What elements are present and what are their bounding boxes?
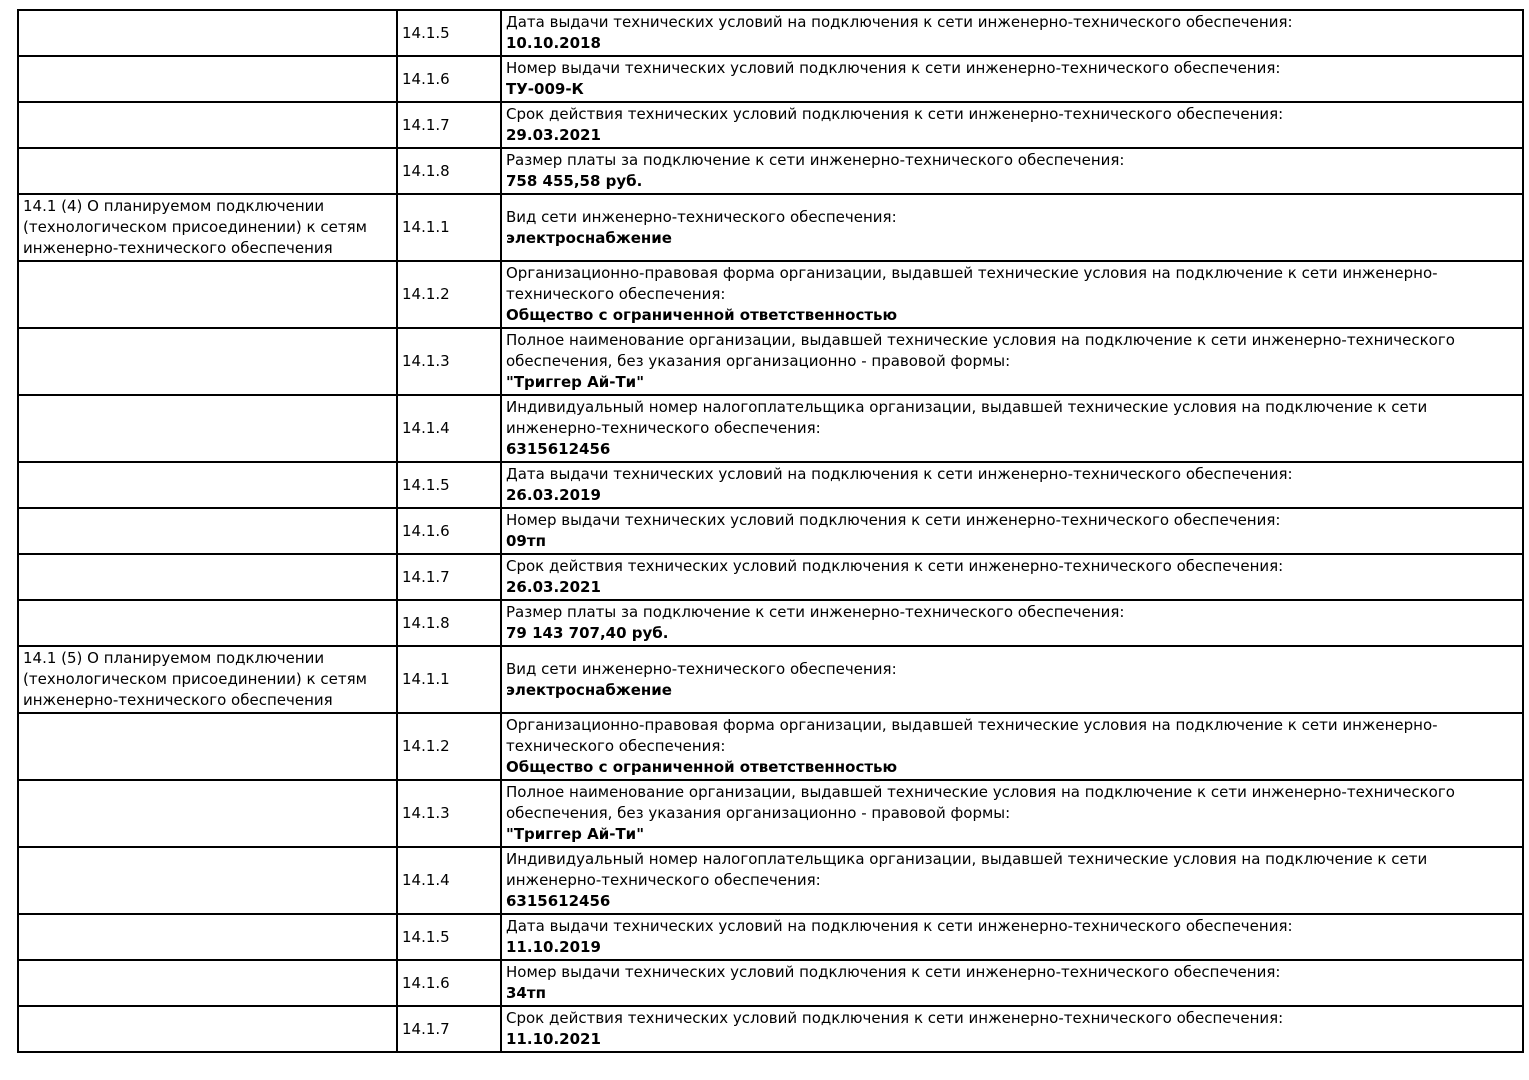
- table-row: [18, 508, 1523, 554]
- table-row: [18, 395, 1523, 462]
- item-value: электроснабжение: [506, 680, 672, 699]
- item-label: Номер выдачи технических условий подключения к сети инженерно-технического обеспечения:: [506, 59, 1281, 77]
- section-title-cell: [18, 508, 397, 554]
- item-label: Индивидуальный номер налогоплательщика организации, выдавшей технические условия на подключение к сети инженерно-технического обеспечения:: [506, 398, 1428, 437]
- item-content-cell: [501, 395, 1523, 462]
- item-label: Дата выдачи технических условий на подключения к сети инженерно-технического обеспечения:: [506, 917, 1293, 935]
- item-number-cell: 14.1.4: [397, 395, 501, 462]
- table-row: [18, 600, 1523, 646]
- item-content-cell: [501, 914, 1523, 960]
- section-title-cell: [18, 847, 397, 914]
- item-number-cell: 14.1.5: [397, 462, 501, 508]
- section-title-cell: [18, 1006, 397, 1052]
- item-label: Дата выдачи технических условий на подключения к сети инженерно-технического обеспечения:: [506, 465, 1293, 483]
- item-label: Размер платы за подключение к сети инженерно-технического обеспечения:: [506, 603, 1125, 621]
- item-content-cell: [501, 713, 1523, 780]
- section-title-cell: [18, 914, 397, 960]
- item-value: 29.03.2021: [506, 126, 601, 144]
- item-label: Дата выдачи технических условий на подключения к сети инженерно-технического обеспечения:: [506, 13, 1293, 31]
- item-value: "Триггер Ай-Ти": [506, 825, 645, 843]
- item-label: Срок действия технических условий подключения к сети инженерно-технического обеспечения:: [506, 105, 1284, 123]
- item-number-cell: 14.1.8: [397, 148, 501, 194]
- item-value: 26.03.2019: [506, 486, 601, 504]
- table-row: [18, 148, 1523, 194]
- item-value: 26.03.2021: [506, 578, 601, 596]
- item-label: Индивидуальный номер налогоплательщика организации, выдавшей технические условия на подключение к сети инженерно-технического обеспечения:: [506, 850, 1428, 889]
- section-title-cell: [18, 194, 397, 261]
- declaration-table-body: [18, 10, 1523, 1052]
- item-number-cell: 14.1.7: [397, 554, 501, 600]
- item-label: Полное наименование организации, выдавшей технические условия на подключение к сети инженерно-технического обеспечения, без указания организационно - правовой формы:: [506, 783, 1455, 822]
- item-number-cell: 14.1.6: [397, 508, 501, 554]
- item-number-cell: 14.1.8: [397, 600, 501, 646]
- table-row: [18, 194, 1523, 261]
- table-row: [18, 847, 1523, 914]
- item-content-cell: [501, 646, 1523, 713]
- section-title-cell: [18, 328, 397, 395]
- item-value: Общество с ограниченной ответственностью: [506, 758, 898, 776]
- section-title-cell: [18, 56, 397, 102]
- item-content-cell: [501, 194, 1523, 261]
- item-value: электроснабжение: [506, 228, 672, 247]
- item-content-cell: [501, 56, 1523, 102]
- section-title-cell: [18, 261, 397, 328]
- table-row: [18, 914, 1523, 960]
- item-content-cell: [501, 508, 1523, 554]
- item-value: 11.10.2019: [506, 938, 601, 956]
- item-number-cell: 14.1.3: [397, 780, 501, 847]
- item-content-cell: [501, 847, 1523, 914]
- project-declaration-table-container: [17, 9, 1524, 1053]
- item-value: ТУ-009-К: [506, 80, 584, 98]
- section-title-cell: [18, 462, 397, 508]
- item-number-cell: 14.1.1: [397, 646, 501, 713]
- item-value: 758 455,58 руб.: [506, 172, 643, 190]
- section-title-cell: [18, 102, 397, 148]
- item-number-cell: 14.1.4: [397, 847, 501, 914]
- item-number-cell: 14.1.5: [397, 10, 501, 56]
- section-title-cell: [18, 713, 397, 780]
- item-content-cell: [501, 148, 1523, 194]
- table-row: [18, 646, 1523, 713]
- item-number-cell: 14.1.2: [397, 713, 501, 780]
- item-value: 09тп: [506, 532, 546, 550]
- table-row: [18, 554, 1523, 600]
- item-label: Вид сети инженерно-технического обеспечения:: [506, 207, 897, 226]
- table-row: [18, 462, 1523, 508]
- item-value: "Триггер Ай-Ти": [506, 373, 645, 391]
- item-value: Общество с ограниченной ответственностью: [506, 306, 898, 324]
- table-row: [18, 780, 1523, 847]
- item-value: 34тп: [506, 984, 546, 1002]
- item-value: 10.10.2018: [506, 34, 601, 52]
- item-number-cell: 14.1.7: [397, 102, 501, 148]
- item-label: Размер платы за подключение к сети инженерно-технического обеспечения:: [506, 151, 1125, 169]
- item-number-cell: 14.1.7: [397, 1006, 501, 1052]
- item-value: 6315612456: [506, 440, 611, 458]
- item-number-cell: 14.1.6: [397, 56, 501, 102]
- section-title-cell: [18, 780, 397, 847]
- section-title-cell: [18, 395, 397, 462]
- section-title-cell: [18, 960, 397, 1006]
- item-number-cell: 14.1.2: [397, 261, 501, 328]
- item-value: 79 143 707,40 руб.: [506, 624, 669, 642]
- item-content-cell: [501, 600, 1523, 646]
- section-title-cell: [18, 600, 397, 646]
- item-label: Срок действия технических условий подключения к сети инженерно-технического обеспечения:: [506, 557, 1284, 575]
- item-label: Номер выдачи технических условий подключения к сети инженерно-технического обеспечения:: [506, 963, 1281, 981]
- section-title: 14.1 (5) О планируемом подключении (технологическом присоединении) к сетям инженерно-технического обеспечения: [23, 649, 367, 709]
- table-row: [18, 102, 1523, 148]
- item-value: 11.10.2021: [506, 1030, 601, 1048]
- section-title-cell: [18, 554, 397, 600]
- item-label: Организационно-правовая форма организации, выдавшей технические условия на подключение к сети инженерно-технического обеспечения:: [506, 716, 1438, 755]
- item-content-cell: [501, 554, 1523, 600]
- item-value: 6315612456: [506, 892, 611, 910]
- table-row: [18, 56, 1523, 102]
- item-number-cell: 14.1.1: [397, 194, 501, 261]
- item-number-cell: 14.1.5: [397, 914, 501, 960]
- item-content-cell: [501, 960, 1523, 1006]
- section-title-cell: [18, 10, 397, 56]
- item-content-cell: [501, 102, 1523, 148]
- table-row: [18, 713, 1523, 780]
- item-content-cell: [501, 462, 1523, 508]
- item-label: Вид сети инженерно-технического обеспечения:: [506, 659, 897, 678]
- item-label: Срок действия технических условий подключения к сети инженерно-технического обеспечения:: [506, 1009, 1284, 1027]
- item-number-cell: 14.1.3: [397, 328, 501, 395]
- item-content-cell: [501, 1006, 1523, 1052]
- item-content-cell: [501, 328, 1523, 395]
- item-label: Номер выдачи технических условий подключения к сети инженерно-технического обеспечения:: [506, 511, 1281, 529]
- table-row: [18, 328, 1523, 395]
- project-declaration-table: [17, 9, 1524, 1053]
- table-row: [18, 960, 1523, 1006]
- item-content-cell: [501, 10, 1523, 56]
- table-row: [18, 10, 1523, 56]
- table-row: [18, 1006, 1523, 1052]
- section-title-cell: [18, 148, 397, 194]
- section-title-cell: [18, 646, 397, 713]
- section-title: 14.1 (4) О планируемом подключении (технологическом присоединении) к сетям инженерно-технического обеспечения: [23, 197, 367, 257]
- table-row: [18, 261, 1523, 328]
- item-number-cell: 14.1.6: [397, 960, 501, 1006]
- item-label: Полное наименование организации, выдавшей технические условия на подключение к сети инженерно-технического обеспечения, без указания организационно - правовой формы:: [506, 331, 1455, 370]
- item-content-cell: [501, 261, 1523, 328]
- item-content-cell: [501, 780, 1523, 847]
- item-label: Организационно-правовая форма организации, выдавшей технические условия на подключение к сети инженерно-технического обеспечения:: [506, 264, 1438, 303]
